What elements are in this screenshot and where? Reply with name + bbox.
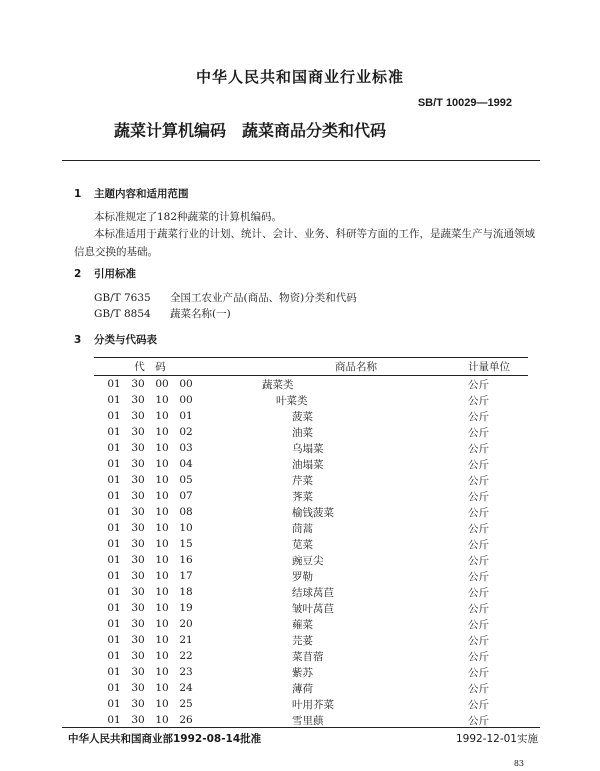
measurement-unit: 公斤 [468, 570, 489, 583]
code-segment-4: 03 [179, 442, 193, 454]
measurement-unit: 公斤 [468, 490, 489, 503]
code-segment-2: 30 [131, 618, 145, 630]
row-spacer [94, 408, 102, 424]
section-3-heading [74, 332, 157, 347]
header-name: 商品名称 [262, 358, 450, 376]
code-segment-4: 01 [179, 410, 193, 422]
table-row [94, 472, 528, 488]
table-row [94, 520, 528, 536]
commodity-name: 乌塌菜 [292, 442, 324, 455]
table-row [94, 696, 528, 712]
code-segment-4: 23 [179, 666, 193, 678]
code-segment-4: 18 [179, 586, 193, 598]
row-spacer [94, 536, 102, 552]
row-spacer [94, 456, 102, 472]
code-segment-4: 08 [179, 506, 193, 518]
reference-1 [94, 290, 357, 305]
code-segment-3: 10 [155, 714, 169, 726]
code-segment-3: 10 [155, 490, 169, 502]
row-spacer [94, 376, 102, 393]
section-3-title: 分类与代码表 [94, 334, 157, 346]
code-segment-4: 24 [179, 682, 193, 694]
code-segment-3: 10 [155, 682, 169, 694]
section-1-paragraph-1: 本标准规定了182种蔬菜的计算机编码。 [94, 211, 283, 223]
footer-divider [62, 727, 540, 728]
row-gap [198, 584, 262, 600]
row-spacer [94, 680, 102, 696]
row-gap [198, 472, 262, 488]
commodity-name: 荠菜 [292, 490, 313, 503]
row-gap [198, 712, 262, 728]
code-segment-1: 01 [107, 698, 121, 710]
section-1-title: 主题内容和适用范围 [94, 188, 189, 200]
code-segment-3: 10 [155, 442, 169, 454]
code-segment-2: 30 [131, 698, 145, 710]
row-gap [198, 408, 262, 424]
code-segment-1: 01 [107, 378, 121, 390]
measurement-unit: 公斤 [468, 474, 489, 487]
commodity-name: 油菜 [292, 426, 313, 439]
commodity-name: 榆钱菠菜 [292, 506, 334, 519]
row-spacer [94, 648, 102, 664]
code-segment-2: 30 [131, 426, 145, 438]
row-spacer [94, 440, 102, 456]
table-row [94, 408, 528, 424]
row-gap [198, 504, 262, 520]
row-spacer [94, 392, 102, 408]
table-row [94, 392, 528, 408]
commodity-name: 蔬菜类 [262, 378, 294, 391]
code-segment-4: 10 [179, 522, 193, 534]
measurement-unit: 公斤 [468, 522, 489, 535]
code-segment-3: 10 [155, 634, 169, 646]
commodity-name: 皱叶莴苣 [292, 602, 334, 615]
measurement-unit: 公斤 [468, 618, 489, 631]
section-2-title: 引用标准 [94, 268, 136, 280]
row-spacer [94, 520, 102, 536]
reference-1-title: 全国工农业产品(商品、物资)分类和代码 [170, 292, 357, 304]
code-segment-2: 30 [131, 634, 145, 646]
code-segment-3: 10 [155, 650, 169, 662]
code-segment-2: 30 [131, 682, 145, 694]
code-segment-3: 10 [155, 618, 169, 630]
code-segment-4: 20 [179, 618, 193, 630]
code-segment-4: 15 [179, 538, 193, 550]
code-segment-4: 26 [179, 714, 193, 726]
code-segment-4: 17 [179, 570, 193, 582]
code-segment-1: 01 [107, 474, 121, 486]
measurement-unit: 公斤 [468, 650, 489, 663]
row-gap [198, 392, 262, 408]
measurement-unit: 公斤 [468, 394, 489, 407]
code-segment-4: 21 [179, 634, 193, 646]
code-segment-2: 30 [131, 538, 145, 550]
measurement-unit: 公斤 [468, 586, 489, 599]
code-segment-3: 10 [155, 698, 169, 710]
header-divider [62, 160, 540, 161]
code-segment-3: 10 [155, 586, 169, 598]
row-spacer [94, 488, 102, 504]
code-segment-1: 01 [107, 682, 121, 694]
measurement-unit: 公斤 [468, 426, 489, 439]
code-segment-4: 04 [179, 458, 193, 470]
code-segment-2: 30 [131, 394, 145, 406]
row-spacer [94, 504, 102, 520]
section-2-number: 2 [74, 268, 82, 280]
code-segment-4: 22 [179, 650, 193, 662]
document-title: 蔬菜计算机编码 蔬菜商品分类和代码 [114, 121, 387, 140]
classification-code-table [94, 357, 528, 728]
commodity-name: 菠菜 [292, 410, 313, 423]
measurement-unit: 公斤 [468, 602, 489, 615]
standard-number: SB/T 10029—1992 [417, 97, 512, 109]
code-segment-4: 00 [179, 378, 193, 390]
code-segment-2: 30 [131, 442, 145, 454]
code-segment-4: 16 [179, 554, 193, 566]
measurement-unit: 公斤 [468, 378, 489, 391]
code-segment-1: 01 [107, 554, 121, 566]
measurement-unit: 公斤 [468, 554, 489, 567]
code-segment-1: 01 [107, 490, 121, 502]
code-segment-1: 01 [107, 714, 121, 726]
row-gap [198, 632, 262, 648]
table-row [94, 440, 528, 456]
header-unit: 计量单位 [450, 358, 528, 376]
section-1-paragraph-2: 本标准适用于蔬菜行业的计划、统计、会计、业务、科研等方面的工作，是蔬菜生产与流通领域信息交换的基础。 [74, 228, 535, 258]
reference-2-title: 蔬菜名称(一) [170, 308, 231, 320]
commodity-name: 紫苏 [292, 666, 313, 679]
row-gap [198, 456, 262, 472]
code-segment-1: 01 [107, 586, 121, 598]
table-row [94, 552, 528, 568]
measurement-unit: 公斤 [468, 682, 489, 695]
row-spacer [94, 696, 102, 712]
implementation-date: 1992-12-01实施 [455, 733, 538, 745]
commodity-name: 叶菜类 [276, 394, 308, 407]
commodity-name: 芹菜 [292, 474, 313, 487]
row-gap [198, 376, 262, 393]
commodity-name: 结球莴苣 [292, 586, 334, 599]
approval-note: 中华人民共和国商业部1992-08-14批准 [68, 733, 262, 745]
code-segment-1: 01 [107, 458, 121, 470]
row-spacer [94, 568, 102, 584]
row-gap [198, 424, 262, 440]
code-segment-2: 30 [131, 650, 145, 662]
row-gap [198, 648, 262, 664]
code-segment-4: 00 [179, 394, 193, 406]
row-spacer [94, 712, 102, 728]
code-segment-2: 30 [131, 410, 145, 422]
row-spacer [94, 584, 102, 600]
measurement-unit: 公斤 [468, 698, 489, 711]
code-segment-2: 30 [131, 714, 145, 726]
code-segment-2: 30 [131, 666, 145, 678]
row-gap [198, 536, 262, 552]
code-segment-3: 10 [155, 666, 169, 678]
commodity-name: 苋菜 [292, 538, 313, 551]
table-row [94, 632, 528, 648]
code-segment-4: 25 [179, 698, 193, 710]
row-gap [198, 664, 262, 680]
code-segment-1: 01 [107, 522, 121, 534]
measurement-unit: 公斤 [468, 666, 489, 679]
row-gap [198, 520, 262, 536]
row-gap [198, 696, 262, 712]
table-body [94, 376, 528, 729]
measurement-unit: 公斤 [468, 634, 489, 647]
table-row [94, 664, 528, 680]
code-segment-3: 10 [155, 410, 169, 422]
table-row [94, 648, 528, 664]
table-row [94, 488, 528, 504]
table-row [94, 424, 528, 440]
code-segment-1: 01 [107, 426, 121, 438]
table-row [94, 456, 528, 472]
code-segment-3: 10 [155, 394, 169, 406]
code-segment-3: 10 [155, 522, 169, 534]
measurement-unit: 公斤 [468, 538, 489, 551]
code-segment-1: 01 [107, 410, 121, 422]
table-row [94, 376, 528, 393]
row-gap [198, 552, 262, 568]
code-segment-1: 01 [107, 506, 121, 518]
commodity-name: 茼蒿 [292, 522, 313, 535]
table-row [94, 712, 528, 728]
code-segment-2: 30 [131, 378, 145, 390]
measurement-unit: 公斤 [468, 714, 489, 727]
code-segment-2: 30 [131, 458, 145, 470]
row-spacer [94, 472, 102, 488]
code-segment-1: 01 [107, 618, 121, 630]
commodity-name: 菜苜蓿 [292, 650, 324, 663]
code-segment-1: 01 [107, 570, 121, 582]
reference-1-code: GB/T 7635 [94, 292, 151, 304]
row-spacer [94, 616, 102, 632]
code-segment-2: 30 [131, 474, 145, 486]
table-row [94, 504, 528, 520]
row-spacer [94, 664, 102, 680]
code-segment-4: 05 [179, 474, 193, 486]
section-1-number: 1 [74, 188, 82, 200]
commodity-name: 油塌菜 [292, 458, 324, 471]
code-segment-1: 01 [107, 442, 121, 454]
code-segment-2: 30 [131, 506, 145, 518]
table-row [94, 568, 528, 584]
code-segment-1: 01 [107, 602, 121, 614]
issuer-title: 中华人民共和国商业行业标准 [195, 68, 404, 86]
code-segment-1: 01 [107, 634, 121, 646]
measurement-unit: 公斤 [468, 506, 489, 519]
code-segment-2: 30 [131, 522, 145, 534]
commodity-name: 雪里蕻 [292, 714, 324, 727]
measurement-unit: 公斤 [468, 442, 489, 455]
row-spacer [94, 632, 102, 648]
code-segment-1: 01 [107, 394, 121, 406]
section-1-heading [74, 186, 189, 201]
code-segment-4: 07 [179, 490, 193, 502]
row-gap [198, 616, 262, 632]
reference-2 [94, 306, 231, 321]
table-row [94, 616, 528, 632]
code-segment-2: 30 [131, 602, 145, 614]
row-gap [198, 680, 262, 696]
commodity-name: 豌豆尖 [292, 554, 324, 567]
row-spacer [94, 424, 102, 440]
code-segment-3: 10 [155, 554, 169, 566]
code-segment-1: 01 [107, 666, 121, 678]
commodity-name: 罗勒 [292, 570, 313, 583]
code-segment-4: 19 [179, 602, 193, 614]
commodity-name: 叶用芥菜 [292, 698, 334, 711]
row-gap [198, 600, 262, 616]
code-segment-3: 00 [155, 378, 169, 390]
commodity-name: 蕹菜 [292, 618, 313, 631]
code-segment-4: 02 [179, 426, 193, 438]
code-segment-1: 01 [107, 650, 121, 662]
code-segment-2: 30 [131, 554, 145, 566]
page-number: 83 [513, 759, 524, 768]
row-gap [198, 568, 262, 584]
row-spacer [94, 600, 102, 616]
table-row [94, 584, 528, 600]
table-row [94, 600, 528, 616]
header-code: 代 码 [102, 358, 198, 376]
table-row [94, 536, 528, 552]
section-2-heading [74, 266, 136, 281]
commodity-name: 芫荽 [292, 634, 313, 647]
code-segment-3: 10 [155, 570, 169, 582]
code-segment-3: 10 [155, 538, 169, 550]
measurement-unit: 公斤 [468, 458, 489, 471]
code-segment-3: 10 [155, 458, 169, 470]
code-segment-2: 30 [131, 490, 145, 502]
code-segment-3: 10 [155, 506, 169, 518]
code-segment-3: 10 [155, 602, 169, 614]
row-gap [198, 440, 262, 456]
table-row [94, 680, 528, 696]
table-header-row [94, 358, 528, 376]
measurement-unit: 公斤 [468, 410, 489, 423]
code-segment-3: 10 [155, 426, 169, 438]
code-segment-2: 30 [131, 570, 145, 582]
code-segment-1: 01 [107, 538, 121, 550]
commodity-name: 薄荷 [292, 682, 313, 695]
section-3-number: 3 [74, 334, 82, 346]
reference-2-code: GB/T 8854 [94, 308, 151, 320]
row-spacer [94, 552, 102, 568]
row-gap [198, 488, 262, 504]
code-segment-2: 30 [131, 586, 145, 598]
code-segment-3: 10 [155, 474, 169, 486]
